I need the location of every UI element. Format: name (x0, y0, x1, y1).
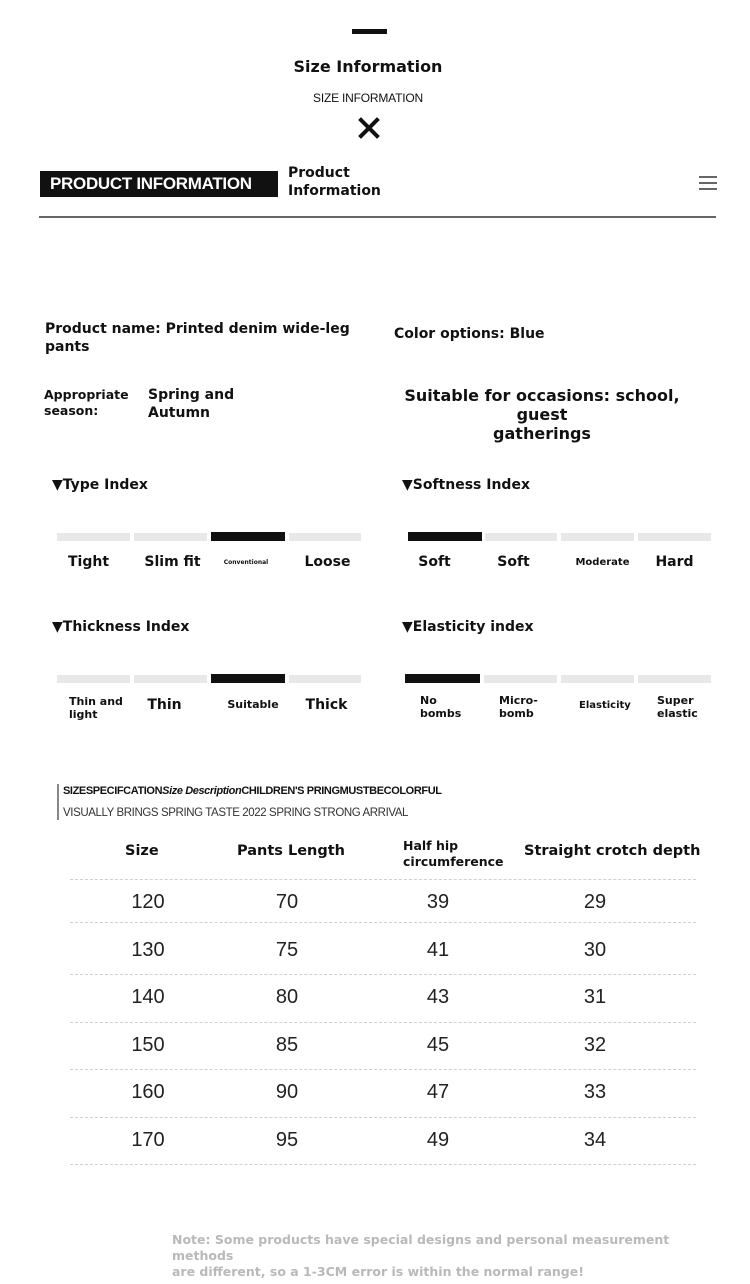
table-header-crotch-depth: Straight crotch depth (524, 843, 701, 859)
spec-heading-c: CHILDREN'S PRINGMUSTBECOLORFUL (241, 785, 442, 797)
table-cell: 47 (426, 1081, 450, 1103)
table-header-half-hip: Half hip circumference (403, 838, 504, 869)
table-cell: 49 (426, 1129, 450, 1151)
spec-accent-bar (57, 784, 59, 820)
section-divider (39, 216, 716, 218)
product-name-line2: pants (45, 339, 90, 355)
thickness-index-segment (134, 675, 207, 683)
elasticity-index-segment (484, 675, 557, 683)
table-cell: 39 (426, 891, 450, 913)
thickness-index-segment (57, 675, 130, 683)
table-row-divider (70, 1022, 696, 1023)
type-label-conventional: Conventional (223, 559, 269, 566)
product-name (45, 320, 350, 356)
table-row-divider (70, 974, 696, 975)
color-options: Color options: Blue (394, 326, 545, 342)
softness-label-soft: Soft (418, 554, 451, 570)
table-cell: 120 (131, 891, 165, 913)
table-cell: 160 (131, 1081, 165, 1103)
elasticity-index-segment (638, 675, 711, 683)
softness-label-soft-2: Soft (497, 554, 530, 570)
table-cell: 31 (583, 986, 607, 1008)
product-information-label (288, 164, 381, 200)
table-cell: 41 (426, 939, 450, 961)
table-cell: 32 (583, 1034, 607, 1056)
elasticity-label-no-bombs: No bombs (420, 694, 462, 720)
table-cell: 70 (275, 891, 299, 913)
table-cell: 43 (426, 986, 450, 1008)
table-row-divider (70, 922, 696, 923)
season-label (44, 387, 129, 419)
table-cell: 170 (131, 1129, 165, 1151)
close-icon (357, 116, 381, 140)
product-name-line1: Product name: Printed denim wide-leg (45, 321, 350, 337)
table-cell: 140 (131, 986, 165, 1008)
table-cell: 75 (275, 939, 299, 961)
table-cell: 85 (275, 1034, 299, 1056)
occasions-line2: gatherings (493, 424, 591, 443)
table-row-divider (70, 879, 696, 880)
type-index-segment-selected (211, 532, 285, 541)
softness-label-moderate: Moderate (575, 557, 630, 568)
season-label-line2: season: (44, 403, 99, 418)
type-index-title: ▼Type Index (52, 477, 148, 493)
table-row-divider (70, 1117, 696, 1118)
thickness-label-thick: Thick (305, 697, 348, 713)
table-row-divider (70, 1164, 696, 1165)
type-label-slim-fit: Slim fit (144, 554, 201, 570)
product-information-label-line2: Information (288, 183, 381, 199)
type-index-segment (289, 533, 361, 541)
measurement-note (172, 1232, 712, 1280)
page-title: Size Information (293, 57, 443, 76)
table-cell: 95 (275, 1129, 299, 1151)
product-information-badge: PRODUCT INFORMATION (40, 171, 278, 197)
elasticity-index-title: ▼Elasticity index (402, 619, 534, 635)
thickness-index-segment-selected (211, 674, 285, 683)
spec-heading (63, 785, 442, 797)
type-label-tight: Tight (67, 554, 110, 570)
table-cell: 130 (131, 939, 165, 961)
measurement-note-line2: are different, so a 1-3CM error is within the normal range! (172, 1264, 584, 1279)
elasticity-label-elasticity: Elasticity (579, 700, 631, 711)
table-cell: 90 (275, 1081, 299, 1103)
measurement-note-line1: Note: Some products have special designs and personal measurement methods (172, 1232, 670, 1263)
softness-index-segment (638, 533, 711, 541)
softness-index-segment (485, 533, 557, 541)
season-value (148, 386, 234, 422)
table-cell: 29 (583, 891, 607, 913)
thickness-label-thin: Thin (147, 697, 182, 713)
table-header-size: Size (125, 843, 159, 859)
occasions-line1: Suitable for occasions: school, guest (404, 386, 680, 424)
table-cell: 33 (583, 1081, 607, 1103)
type-index-segment (57, 533, 130, 541)
top-accent-bar (352, 29, 387, 34)
table-cell: 45 (426, 1034, 450, 1056)
spec-subheading: VISUALLY BRINGS SPRING TASTE 2022 SPRING STRONG ARRIVAL (63, 807, 409, 819)
elasticity-index-segment (561, 675, 634, 683)
elasticity-label-micro-bomb: Micro-bomb (499, 694, 538, 720)
product-information-label-line1: Product (288, 165, 350, 181)
softness-index-title: ▼Softness Index (402, 477, 530, 493)
thickness-label-thin-and-light: Thin and light (69, 695, 123, 721)
suitable-occasions (390, 386, 694, 443)
table-cell: 34 (583, 1129, 607, 1151)
softness-index-segment-selected (408, 532, 482, 541)
thickness-index-segment (289, 675, 361, 683)
table-cell: 80 (275, 986, 299, 1008)
table-row-divider (70, 1069, 696, 1070)
menu-icon[interactable] (699, 176, 717, 191)
spec-heading-b: Size Description (162, 785, 242, 797)
season-value-line2: Autumn (148, 405, 211, 421)
season-value-line1: Spring and (148, 387, 235, 403)
type-index-segment (134, 533, 207, 541)
table-cell: 150 (131, 1034, 165, 1056)
table-header-pants-length: Pants Length (237, 843, 345, 859)
thickness-index-title: ▼Thickness Index (52, 619, 190, 635)
spec-heading-a: SIZESPECIFCATION (63, 785, 163, 797)
table-cell: 30 (583, 939, 607, 961)
thickness-label-suitable: Suitable (227, 698, 279, 711)
softness-index-segment (561, 533, 634, 541)
softness-label-hard: Hard (655, 554, 694, 570)
elasticity-index-segment-selected (405, 674, 480, 683)
season-label-line1: Appropriate (44, 387, 129, 402)
page-subtitle: SIZE INFORMATION (313, 91, 423, 105)
elasticity-label-super-elastic: Super elastic (657, 694, 698, 720)
type-label-loose: Loose (304, 554, 351, 570)
